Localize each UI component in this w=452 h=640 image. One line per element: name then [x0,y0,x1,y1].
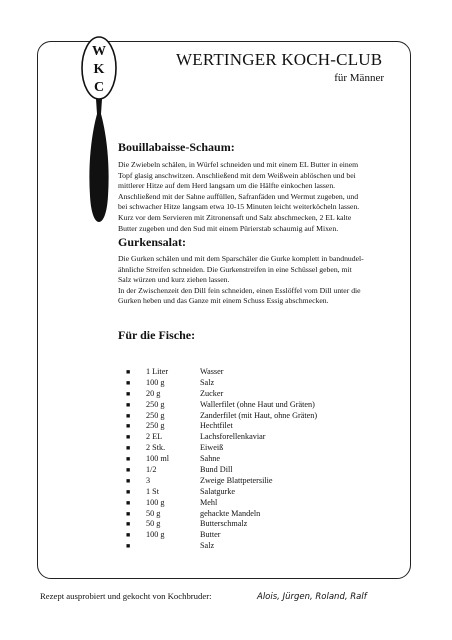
ingredient-qty: 1/2 [146,465,157,475]
ingredient-name: Hechtfilet [200,421,233,431]
heading-gurkensalat: Gurkensalat: [118,235,187,249]
ingredient-qty: 50 g [146,519,161,529]
ingredient-name: Sahne [200,454,221,464]
ingredient-qty: 250 g [146,421,165,431]
text-line: bei schwacher Hitze langsam etwa 10-15 Minuten leicht weiterköcheln lassen. [118,202,360,212]
ingredient-row [118,498,378,509]
bullet-icon: ■ [126,422,131,431]
ingredient-name: gehackte Mandeln [200,508,261,518]
bullet-icon: ■ [126,368,131,376]
bullet-icon: ■ [126,411,131,420]
bullet-icon: ■ [126,444,131,453]
ingredient-row [118,519,378,530]
ingredient-row [118,454,378,465]
text-line: ähnliche Streifen schneiden. Die Gurkenstreifen in eine Schüssel geben, mit [118,264,352,274]
logo-letter-c: C [93,80,105,95]
ingredient-row [118,389,378,400]
club-subtitle: für Männer [334,72,384,84]
ingredient-qty: 2 Stk. [146,443,166,453]
gurkensalat-instructions [118,254,380,307]
text-line: Gurken heben und das Ganze mit einem Schuss Essig abschmecken. [118,296,329,306]
text-line: Die Zwiebeln schälen, in Würfel schneiden und mit einem EL Butter in einem [118,160,359,169]
footer-cook-names: Alois, Jürgen, Roland, Ralf [257,592,367,602]
bullet-icon: ■ [126,455,131,464]
bullet-icon: ■ [126,487,131,496]
heading-fische: Für die Fische: [118,328,196,342]
ingredient-row [118,400,378,411]
ingredient-name: Lachsforellenkaviar [200,432,266,442]
bullet-icon: ■ [126,531,131,540]
ingredient-name: Salatgurke [200,486,236,496]
ingredient-name: Zanderfilet (mit Haut, ohne Gräten) [200,410,318,420]
ingredient-qty: 100 g [146,530,165,540]
bullet-icon: ■ [126,509,131,518]
ingredient-row [118,411,378,422]
text-line: Kurz vor dem Servieren mit Zitronensaft und Salz abschmecken, 2 EL kalte [118,212,352,222]
heading-bouillabaisse: Bouillabaisse-Schaum: [118,140,235,154]
ingredient-name: Eiweiß [200,443,224,453]
ingredient-qty: 250 g [146,399,165,409]
text-line: Salz würzen und kurz ziehen lassen. [118,275,230,285]
ingredient-row [118,367,378,378]
bullet-icon: ■ [126,498,131,507]
ingredient-name: Butter [200,530,221,540]
ingredient-row [118,530,378,541]
text-line: Die Gurken schälen und mit dem Sparschäler die Gurke komplett in bandnudel- [118,254,364,263]
bullet-icon: ■ [126,466,131,475]
ingredient-row [118,465,378,476]
ingredient-row [118,443,378,454]
ingredient-list [118,367,378,552]
ingredient-name: Butterschmalz [200,519,248,529]
text-line: mittlerer Hitze auf dem Herd langsam um die Hälfte einkochen lassen. [118,181,336,191]
bullet-icon: ■ [126,520,131,529]
ingredient-name: Mehl [200,497,218,507]
ingredient-qty: 3 [146,475,151,485]
text-line: In der Zwischenzeit den Dill fein schneiden, einen Esslöffel vom Dill unter die [118,285,361,295]
ingredient-row [118,487,378,498]
ingredient-row [118,509,378,520]
ingredient-name: Salz [200,541,215,551]
ingredient-name: Wallerfilet (ohne Haut und Gräten) [200,399,315,409]
logo-letter-k: K [93,62,105,77]
ingredient-name: Zucker [200,388,224,398]
bullet-icon: ■ [126,389,131,398]
ingredient-row [118,421,378,432]
ingredient-name: Bund Dill [200,465,233,475]
bouillabaisse-instructions [118,160,380,234]
bullet-icon: ■ [126,476,131,485]
bullet-icon: ■ [126,433,131,442]
ingredient-qty: 1 St [146,486,159,496]
ingredient-qty: 2 EL [146,432,163,442]
text-line: Butter zugeben und den Sud mit einem Pürierstab schaumig auf Mixen. [118,223,339,233]
ingredient-name: Zweige Blattpetersilie [200,475,273,485]
wkc-spoon-logo [79,36,119,226]
ingredient-name: Wasser [200,367,224,376]
ingredient-qty: 100 g [146,377,165,387]
ingredient-row [118,432,378,443]
ingredient-qty: 1 Liter [146,367,169,376]
club-title: WERTINGER KOCH-CLUB [176,50,383,69]
footer-label: Rezept ausprobiert und gekocht von Kochbruder: [40,591,212,601]
ingredient-qty: 50 g [146,508,161,518]
ingredient-name: Salz [200,377,215,387]
ingredient-row [118,541,378,552]
ingredient-qty: 100 ml [146,454,169,464]
text-line: Anschließend mit der Sahne auffüllen, Safranfäden und Wermut zugeben, und [118,191,359,201]
logo-letter-w: W [92,44,106,59]
text-line: Topf glasig anschwitzen. Anschließend mit dem Weißwein ablöschen und bei [118,170,356,180]
bullet-icon: ■ [126,542,131,551]
bullet-icon: ■ [126,400,131,409]
ingredient-qty: 250 g [146,410,165,420]
ingredient-qty: 20 g [146,388,161,398]
ingredient-row [118,476,378,487]
bullet-icon: ■ [126,378,131,387]
ingredient-qty: 100 g [146,497,165,507]
ingredient-row [118,378,378,389]
